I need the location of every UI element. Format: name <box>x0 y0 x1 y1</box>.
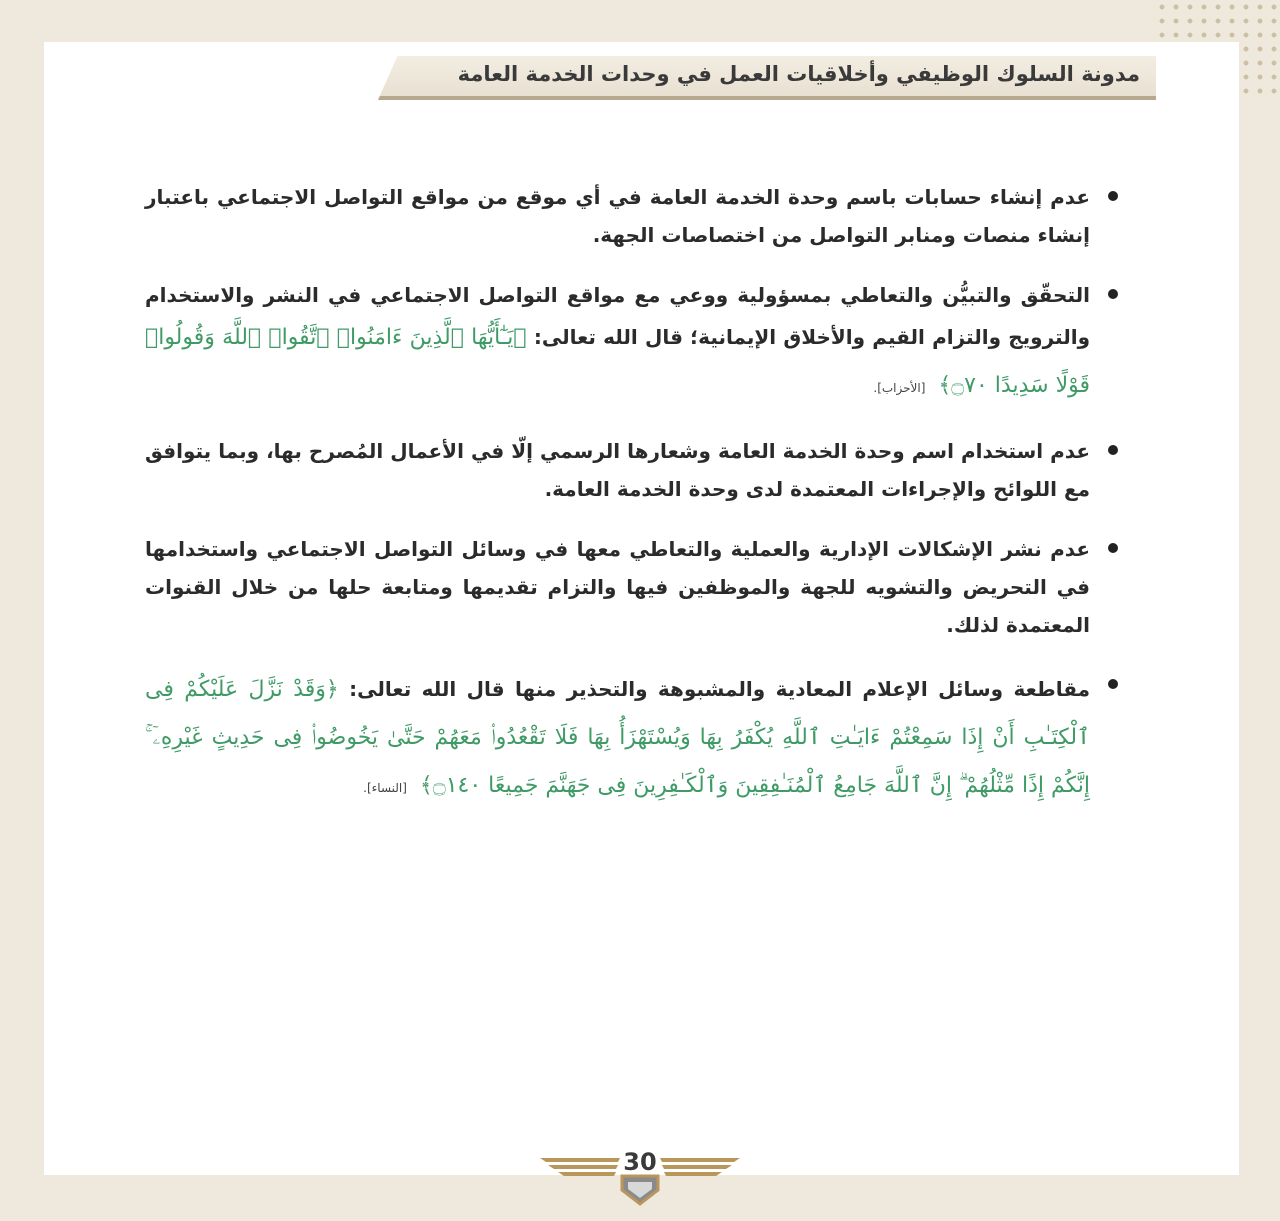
page-number: 30 <box>623 1148 657 1176</box>
item-text: عدم نشر الإشكالات الإدارية والعملية والتعاطي معها في وسائل التواصل الاجتماعي واستخدامها في التحريض والتشويه للجهة والموظفين فيها والتزام تقديمها ومتابعة حلها من خلال القنوات المعتمدة لذلك. <box>145 537 1090 637</box>
quran-verse: ﴿يَـٰٓأَيُّهَا ٱلَّذِينَ ءَامَنُوا۟ ٱتَّقُوا۟ ٱللَّهَ وَقُولُوا۟ قَوْلًا سَدِيدًا ۝٧٠﴾ <box>145 325 1090 398</box>
quran-verse: ﴿وَقَدْ نَزَّلَ عَلَيْكُمْ فِى ٱلْكِتَـٰبِ أَنْ إِذَا سَمِعْتُمْ ءَايَـٰتِ ٱللَّهِ يُكْفَرُ بِهَا وَيُسْتَهْزَأُ بِهَا فَلَا تَقْعُدُوا۟ مَعَهُمْ حَتَّىٰ يَخُوضُوا۟ فِى حَدِيثٍ غَيْرِهِۦٓ ۚ إِنَّكُمْ إِذًا مِّثْلُهُمْ ۗ إِنَّ ٱللَّهَ جَامِعُ ٱلْمُنَـٰفِقِينَ وَٱلْكَـٰفِرِينَ فِى جَهَنَّمَ جَمِيعًا ۝١٤٠﴾ <box>145 677 1090 798</box>
bullet-icon <box>1108 191 1118 201</box>
item-text <box>145 276 1090 410</box>
bullet-icon <box>1108 543 1118 553</box>
item-text-body: مقاطعة وسائل الإعلام المعادية والمشبوهة والتحذير منها قال الله تعالى: <box>349 677 1090 701</box>
bullet-icon <box>1108 445 1118 455</box>
list-item <box>145 530 1120 644</box>
page-footer <box>540 1146 740 1206</box>
verse-reference: [الأحزاب]. <box>873 381 926 395</box>
verse-reference: [النساء]. <box>363 781 407 795</box>
header-title: مدونة السلوك الوظيفي وأخلاقيات العمل في وحدات الخدمة العامة <box>457 62 1140 86</box>
bullet-icon <box>1108 679 1118 689</box>
list-item <box>145 178 1120 254</box>
item-text: عدم إنشاء حسابات باسم وحدة الخدمة العامة في أي موقع من مواقع التواصل الاجتماعي باعتبار إنشاء منصات ومنابر التواصل من اختصاصات الجهة. <box>145 185 1090 247</box>
bullet-icon <box>1108 289 1118 299</box>
item-text: عدم استخدام اسم وحدة الخدمة العامة وشعارها الرسمي إلّا في الأعمال المُصرح بها، وبما يتوافق مع اللوائح والإجراءات المعتمدة لدى وحدة الخدمة العامة. <box>145 439 1090 501</box>
list-item <box>145 276 1120 410</box>
list-item <box>145 432 1120 508</box>
content-list <box>145 178 1120 832</box>
item-text-body: التحقّق والتبيُّن والتعاطي بمسؤولية ووعي مع مواقع التواصل الاجتماعي في النشر والاستخدام والترويج والتزام القيم والأخلاق الإيمانية؛ قال الله تعالى: <box>145 283 1091 349</box>
item-text <box>145 666 1090 810</box>
list-item <box>145 666 1120 810</box>
